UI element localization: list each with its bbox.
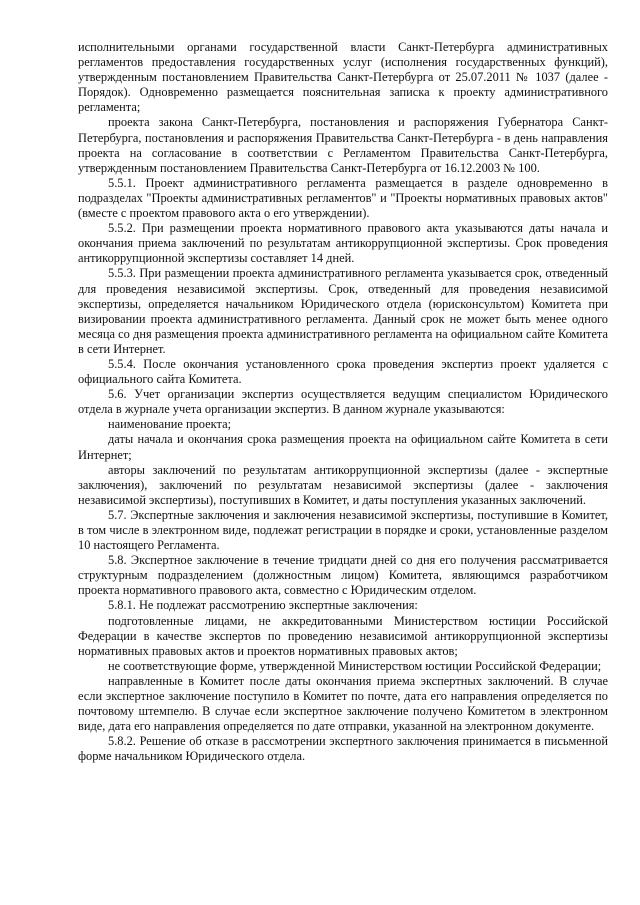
paragraph-5-5-4: 5.5.4. После окончания установленного срока проведения экспертиз проект удаляется с официального сайта Комитета. xyxy=(78,356,608,387)
paragraph-5-8-1: 5.8.1. Не подлежат рассмотрению экспертные заключения: xyxy=(108,598,418,613)
paragraph-5-5-3: 5.5.3. При размещении проекта административного регламента указывается срок, отведенный для проведения независимой экспертизы. Срок, отведенный для проведения независимой экспертизы, определяется начальником Юридического отдела (юрисконсультом) Комитета при визировании проекта административного регламента. Данный срок не может быть менее одного месяца со дня размещения проекта административного регламента на официальном сайте Комитета в сети Интернет. xyxy=(78,266,608,356)
paragraph-law-projects: проекта закона Санкт-Петербурга, постановления и распоряжения Губернатора Санкт-Петербурга, постановления и распоряжения Правительства Санкт-Петербурга - в день направления проекта на согласование в соответствии с Регламентом Правительства Санкт-Петербурга, утвержденным постановлением Правительства Санкт-Петербурга от 16.12.2003 № 100. xyxy=(78,115,608,175)
paragraph-5-7: 5.7. Экспертные заключения и заключения независимой экспертизы, поступившие в Комитет, в том числе в электронном виде, подлежат регистрации в порядке и сроки, установленные разделом 10 настоящего Регламента. xyxy=(78,507,608,553)
paragraph-continuation: исполнительными органами государственной власти Санкт-Петербурга административных регламентов предоставления государственных услуг (исполнения государственных функций), утвержденным постановлением Правительства Санкт-Петербурга от 25.07.2011 № 1037 (далее - Порядок). Одновременно размещается пояснительная записка к проекту административного регламента; xyxy=(78,40,608,115)
paragraph-5-8: 5.8. Экспертное заключение в течение тридцати дней со дня его получения рассматривается структурным подразделением (должностным лицом) Комитета, являющимся разработчиком проекта нормативного правового акта, совместно с Юридическим отделом. xyxy=(78,553,608,598)
list-item-wrong-form: не соответствующие форме, утвержденной Министерством юстиции Российской Федерации; xyxy=(108,658,602,673)
list-item-dates: даты начала и окончания срока размещения проекта на официальном сайте Комитета в сети Интернет; xyxy=(78,432,608,462)
paragraph-5-8-2: 5.8.2. Решение об отказе в рассмотрении экспертного заключения принимается в письменной форме начальником Юридического отдела. xyxy=(78,734,608,764)
paragraph-5-5-2: 5.5.2. При размещении проекта нормативного правового акта указываются даты начала и окончания приема заключений по результатам антикоррупционной экспертизы. Срок проведения антикоррупционной экспертизы составляет 14 дней. xyxy=(78,221,608,266)
list-item-project-name: наименование проекта; xyxy=(108,417,232,432)
list-item-not-accredited: подготовленные лицами, не аккредитованными Министерством юстиции Российской Федерации в качестве экспертов по проведению независимой антикоррупционной экспертизы нормативных правовых актов и проектов нормативных правовых актов; xyxy=(78,613,608,658)
list-item-authors: авторы заключений по результатам антикоррупционной экспертизы (далее - экспертные заключения), заключений по результатам независимой экспертизы (далее - заключения независимой экспертизы), поступивших в Комитет, и даты поступления указанных заключений. xyxy=(78,462,608,507)
paragraph-5-5-1: 5.5.1. Проект административного регламента размещается в разделе одновременно в подразделах "Проекты административных регламентов" и "Проекты нормативных правовых актов" (вместе с проектом правового акта о его утверждении). xyxy=(78,175,608,221)
list-item-late: направленные в Комитет после даты окончания приема экспертных заключений. В случае если экспертное заключение поступило в Комитет по почте, дата его направления определяется по почтовому штемпелю. В случае если экспертное заключение получено Комитетом в электронном виде, дата его направления определяется по дате отправки, указанной на электронном документе. xyxy=(78,673,608,734)
paragraph-5-6: 5.6. Учет организации экспертиз осуществляется ведущим специалистом Юридического отдела в журнале учета организации экспертиз. В данном журнале указываются: xyxy=(78,387,608,417)
